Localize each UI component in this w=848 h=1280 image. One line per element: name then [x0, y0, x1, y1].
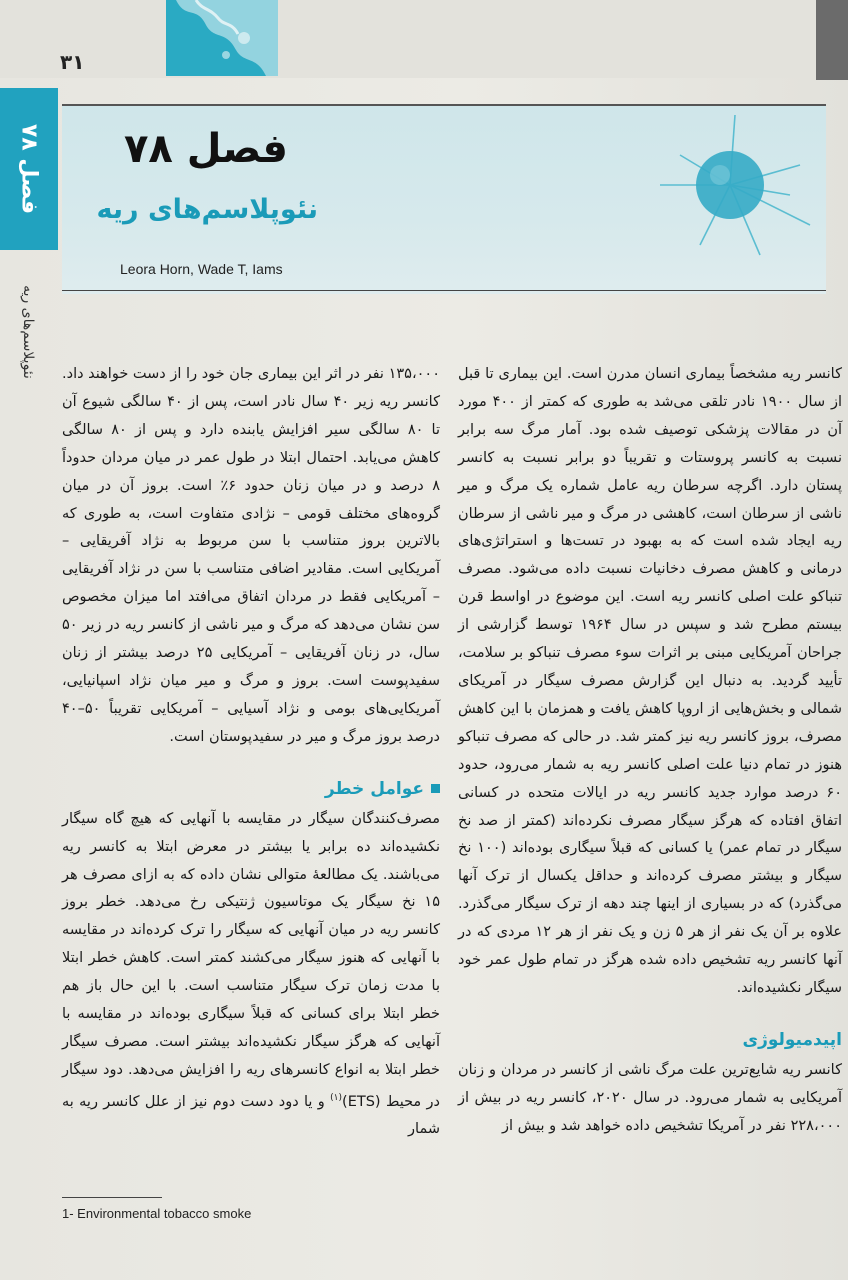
intro-paragraph: کانسر ریه مشخصاً بیماری انسان مدرن است. این بیماری تا قبل از سال ۱۹۰۰ نادر تلقی می‌شد به طوری که کمتر از ۴۰۰ مورد آن در مقالات پزشکی توصیف شده بود. آمار مرگ سه برابر نسبت به کانسر پروستات و تقریباً دو برابر نسبت به کانسر پستان دارد. اگرچه سرطان ریه عامل شماره یک مرگ و میر ناشی از سرطان است، کاهشی در مرگ و میر ناشی از سرطان ریه ایجاد شده است که به بهبود در تست‌ها و استراتژی‌های درمانی و کاهش مصرف دخانیات نسبت داده می‌شود. مصرف تنباکو علت اصلی کانسر ریه است. این موضوع در اواسط قرن بیستم مطرح شد و سپس در سال ۱۹۶۴ توسط گزارشی از جراحان آمریکایی مبنی بر اثرات سوء مصرف تنباکو بر سلامت، تأیید گردید. به دنبال این گزارش مصرف سیگار در آمریکای شمالی و بخش‌هایی از اروپا کاهش یافت و همزمان با این کاهش مصرف، بروز کانسر ریه نیز کمتر شد. در حالی که مصرف تنباکو هنوز در تمام دنیا علت اصلی کانسر ریه به شمار می‌رود، حدود ۶۰ درصد موارد جدید کانسر ریه در ایالات متحده در کسانی اتفاق افتاده که هرگز سیگار مصرف نکرده‌اند (کمتر از صد نخ سیگار در تمام عمر) یا کسانی که قبلاً سیگاری بوده‌اند (۱۰۰ نخ سیگار و بیشتر مصرف کرده‌اند و حداقل یکسال از ترک آنها می‌گذرد) که در بسیاری از اینها چند دهه از ترک سیگار می‌گذرد. علاوه بر آن یک نفر از هر ۵ زن و یک نفر از هر ۱۲ مردی که در آنها کانسر ریه تشخیص داده شده هرگز در تمام طول عمر خود سیگار نکشیده‌اند. — [458, 366, 842, 996]
risk-text: مصرف‌کنندگان سیگار در مقایسه با آنهایی که هیچ گاه سیگار نکشیده‌اند ده برابر یا بیشتر در معرض ابتلا به کانسر ریه می‌باشند. یک مطالعهٔ متوالی نشان داده که به ازای مصرف هر ۱۵ نخ سیگار یک موتاسیون ژنتیکی رخ می‌دهد. خطر بروز کانسر ریه در میان آنهایی که سیگار را ترک کرده‌اند در مقایسه با آنهایی که هنوز سیگار می‌کشند کمتر است. کاهش خطر ابتلا با مدت زمان ترک سیگار متناسب است. با این حال باز هم خطر ابتلا برای کسانی که قبلاً سیگاری بوده‌اند در مقایسه با آنهایی که هرگز سیگار نکشیده‌اند بیشتر است. مصرف سیگار خطر ابتلا به انواع کانسرهای ریه را افزایش می‌دهد. دود سیگار در محیط — [62, 810, 440, 1110]
footnote-rule — [62, 1197, 162, 1198]
epidemiology-heading — [458, 1025, 842, 1055]
splash-graphic — [640, 105, 820, 275]
page-corner-shadow — [816, 0, 848, 80]
epidemiology-paragraph: کانسر ریه شایع‌ترین علت مرگ ناشی از کانسر در مردان و زنان آمریکایی به شمار می‌رود. در سال ۲۰۲۰، کانسر ریه در بیش از ۲۲۸،۰۰۰ نفر در آمریکا تشخیص داده خواهد شد و بیش از — [458, 1061, 843, 1134]
risk-factors-paragraph — [62, 806, 440, 1145]
top-teal-image — [166, 0, 278, 76]
chapter-side-tab — [0, 88, 58, 250]
heading-text: اپیدمیولوژی — [742, 1029, 842, 1050]
risk-factors-heading — [62, 774, 440, 804]
header-rule — [62, 290, 826, 291]
chapter-title: فصل ۷۸ — [123, 126, 288, 172]
page-number: ۳۱ — [60, 50, 85, 74]
heading-text: عوامل خطر — [324, 778, 424, 799]
footnote: 1- Environmental tobacco smoke — [62, 1206, 252, 1221]
square-bullet-icon — [431, 784, 440, 793]
ets-abbr: (ETS) — [342, 1093, 381, 1110]
running-title: نئوپلاسم‌های ریه — [20, 285, 36, 379]
risk-text-after: و یا دود دست دوم نیز از علل کانسر ریه به شمار — [62, 1093, 440, 1138]
right-column — [458, 361, 842, 1141]
footnote-marker: (۱) — [330, 1092, 343, 1103]
left-column — [62, 361, 440, 1144]
epidemiology-continued: ۱۳۵،۰۰۰ نفر در اثر این بیماری جان خود را از دست خواهند داد. کانسر ریه زیر ۴۰ سال نادر است، پس از ۴۰ سالگی شیوع آن تا ۸۰ سالگی سیر افزایش یابنده دارد و پس از ۸۰ سالگی کاهش می‌یابد. احتمال ابتلا در طول عمر در میان مردان حدوداً ۸ درصد و در میان زنان حدود ۶٪ است. بروز آن در میان گروه‌های مختلف قومی – نژادی متفاوت است، به طوری که بالاترین بروز متناسب با سن مربوط به نژاد آفریقایی – آمریکایی است. مقادیر اضافی متناسب با سن در نژاد آفریقایی – آمریکایی فقط در مردان اتفاق می‌افتد اما میزان مخصوص سن نشان می‌دهد که مرگ و میر ناشی از کانسر ریه در زیر ۵۰ سال، در زنان آفریقایی – آمریکایی ۲۵ درصد بیشتر از زنان سفیدپوست است. بروز و مرگ و میر میان نژاد اسپانیایی، آمریکایی‌های بومی و نژاد آسیایی – آمریکایی تقریباً ۵۰–۴۰ درصد بروز مرگ و میر در سفیدپوستان است. — [62, 366, 440, 745]
side-tab-label: فصل ۷۸ — [16, 123, 42, 215]
chapter-subtitle: نئوپلاسم‌های ریه — [96, 194, 318, 225]
top-strip — [0, 0, 848, 78]
chapter-authors: Leora Horn, Wade T, Iams — [120, 261, 283, 277]
